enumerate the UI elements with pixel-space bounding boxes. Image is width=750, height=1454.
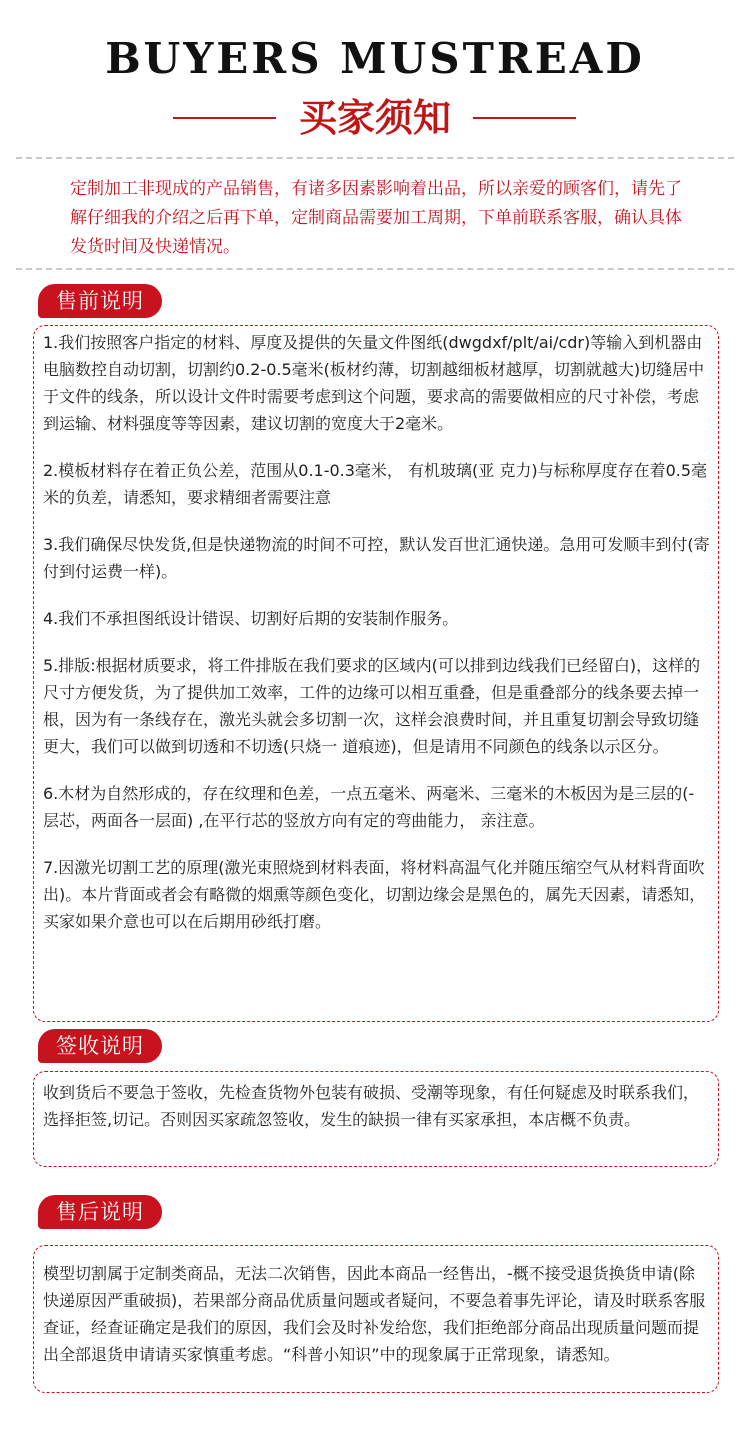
intro-dotted-divider <box>16 268 734 270</box>
pre-sale-item-4: 4.我们不承担图纸设计错误、切割好后期的安装制作服务。 <box>43 609 459 628</box>
signing-text: 收到货后不要急于签收，先检查货物外包装有破损、受潮等现象，有任何疑虑及时联系我们，选择拒签,切记。否则因买家疏忽签收，发生的缺损一律有买家承担，本店概不负责。 <box>43 1083 700 1129</box>
pre-sale-item-7: 7.因激光切割工艺的原理(激光束照烧到材料表面，将材料高温气化并随压缩空气从材料背面吹出)。本片背面或者会有略微的烟熏等颜色变化，切割边缘会是黑色的，属先天因素，请悉知，买家如果介意也可以在后期用砂纸打磨。 <box>43 858 706 931</box>
page-title-english: BUYERS MUSTREAD <box>105 34 645 83</box>
section-label-after-sale: 售后说明 <box>38 1195 162 1229</box>
pre-sale-item-2: 2.模板材料存在着正负公差，范围从0.1-0.3毫米， 有机玻璃(亚 克力)与标称厚度存在着0.5毫米的负差，请悉知，要求精细者需要注意 <box>43 461 708 507</box>
page-title-chinese: 买家须知 <box>298 96 451 140</box>
after-sale-text: 模型切割属于定制类商品，无法二次销售，因此本商品一经售出，-概不接受退货换货申请(除快递原因严重破损)，若果部分商品优质量问题或者疑问，不要急着事先评论，请及时联系客服查证，经查证确定是我们的原因，我们会及时补发给您，我们拒绝部分商品出现质量问题而提出全部退货申请请买家慎重考虑。“科普小知识”中的现象属于正常现象，请悉知。 <box>43 1264 706 1364</box>
pre-sale-item-3: 3.我们确保尽快发货,但是快递物流的时间不可控，默认发百世汇通快递。急用可发顺丰到付(寄付到付运费一样)。 <box>43 535 710 581</box>
top-dotted-divider <box>16 157 734 159</box>
after-sale-box <box>33 1245 719 1393</box>
pre-sale-item-6: 6.木材为自然形成的，存在纹理和色差，一点五毫米、两毫米、三毫米的木板因为是三层的(- 层芯，两面各一层面) ,在平行芯的竖放方向有定的弯曲能力， 亲注意。 <box>43 784 695 830</box>
section-label-signing: 签收说明 <box>38 1029 162 1063</box>
title-divider-right <box>473 117 576 119</box>
section-label-pre-sale: 售前说明 <box>38 284 162 318</box>
signing-box <box>33 1071 719 1167</box>
pre-sale-item-5: 5.排版:根据材质要求，将工件排版在我们要求的区域内(可以排到边线我们已经留白)，这样的尺寸方便发货，为了提供加工效率，工件的边缘可以相互重叠，但是重叠部分的线条要去掉一根，因为有一条线存在，激光头就会多切割一次，这样会浪费时间，并且重复切割会导致切缝更大，我们可以做到切透和不切透(只烧一 道痕迹)，但是请用不同颜色的线条以示区分。 <box>43 656 701 756</box>
pre-sale-box <box>33 325 719 1022</box>
intro-notice: 定制加工非现成的产品销售，有诸多因素影响着出品，所以亲爱的顾客们，请先了解仔细我的介绍之后再下单，定制商品需要加工周期，下单前联系客服，确认具体发货时间及快递情况。 <box>70 179 682 257</box>
page-title-chinese-row <box>0 94 750 142</box>
pre-sale-item-1: 1.我们按照客户指定的材料、厚度及提供的矢量文件图纸(dwgdxf/plt/ai/cdr)等输入到机器由电脑数控自动切割，切割约0.2-0.5毫米(板材约薄，切割越细板材越厚，切割就越大)切缝居中于文件的线条，所以设计文件时需要考虑到这个问题，要求高的需要做相应的尺寸补偿，考虑到运输、材料强度等等因素，建议切割的宽度大于2毫米。 <box>43 333 705 433</box>
